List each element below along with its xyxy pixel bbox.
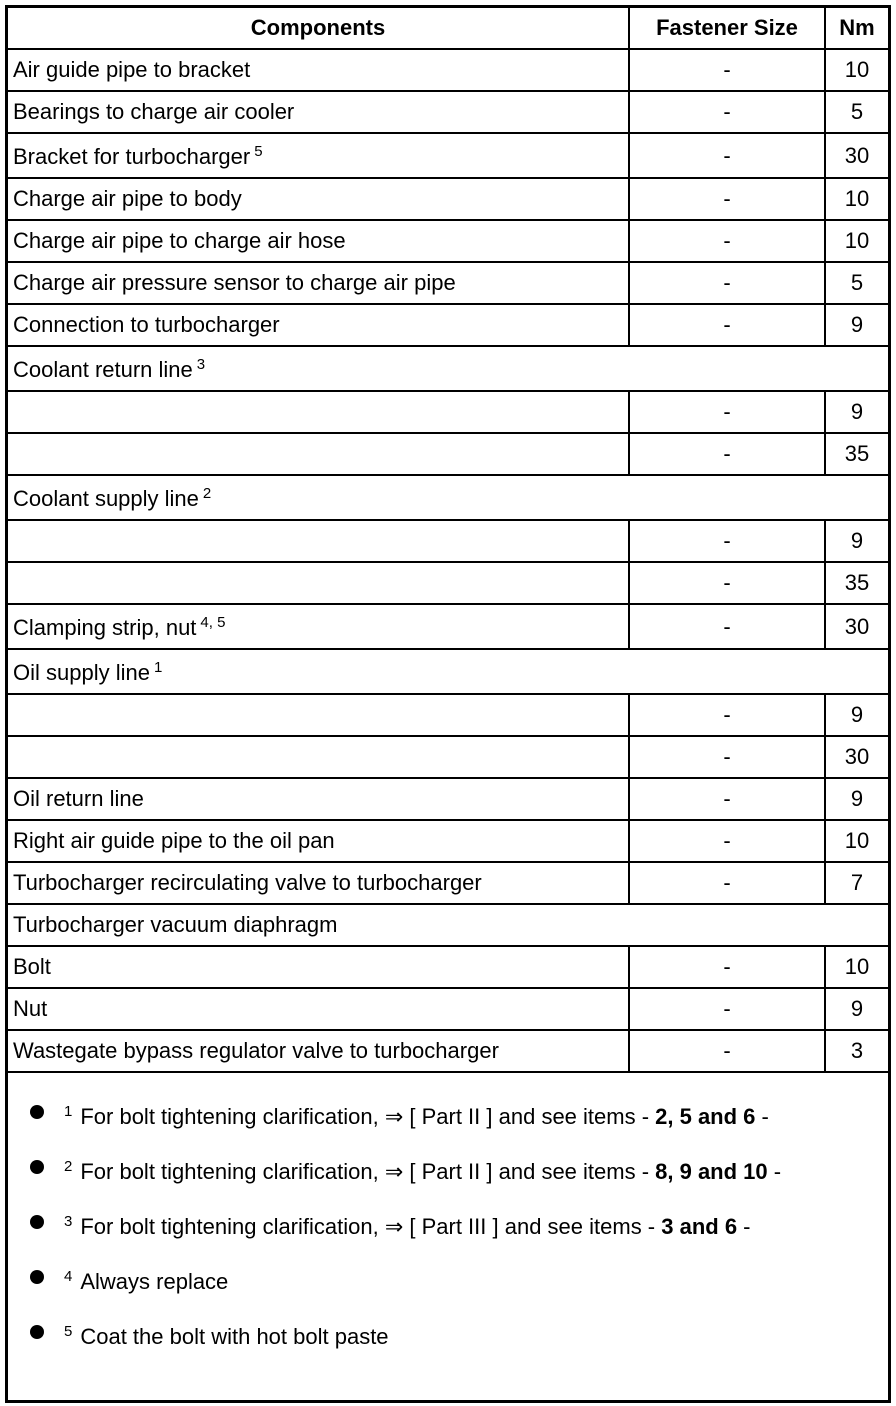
torque-nm-cell: 3 bbox=[825, 1030, 888, 1072]
table-row bbox=[8, 49, 888, 91]
fastener-size-cell: - bbox=[629, 820, 825, 862]
footnote-text bbox=[64, 1262, 228, 1297]
table-row bbox=[8, 988, 888, 1030]
header-components: Components bbox=[8, 8, 629, 49]
table-row bbox=[8, 346, 888, 391]
footnote-text bbox=[64, 1097, 769, 1132]
bullet-icon bbox=[30, 1105, 44, 1119]
footnote-tail: - bbox=[767, 1159, 782, 1184]
component-cell bbox=[8, 475, 888, 520]
component-cell bbox=[8, 604, 629, 649]
component-cell bbox=[8, 433, 629, 475]
table-row bbox=[8, 220, 888, 262]
component-name: Clamping strip, nut bbox=[13, 614, 197, 640]
table-row bbox=[8, 946, 888, 988]
component-cell bbox=[8, 91, 629, 133]
component-cell bbox=[8, 520, 629, 562]
fastener-size-cell: - bbox=[629, 1030, 825, 1072]
bullet-icon bbox=[30, 1160, 44, 1174]
footnote-body: For bolt tightening clarification, ⇒ [ Part III ] and see items - bbox=[80, 1214, 662, 1239]
component-name: Charge air pipe to charge air hose bbox=[13, 228, 346, 253]
component-name: Bracket for turbocharger bbox=[13, 143, 251, 169]
table-row bbox=[8, 562, 888, 604]
fastener-size-cell: - bbox=[629, 988, 825, 1030]
footnote-text bbox=[64, 1207, 751, 1242]
bullet-icon bbox=[30, 1325, 44, 1339]
footnote-body: Coat the bolt with hot bolt paste bbox=[80, 1324, 389, 1349]
footnote-tail: - bbox=[737, 1214, 751, 1239]
table-row bbox=[8, 904, 888, 946]
fastener-size-cell: - bbox=[629, 520, 825, 562]
torque-nm-cell: 9 bbox=[825, 988, 888, 1030]
table-row bbox=[8, 649, 888, 694]
fastener-size-cell: - bbox=[629, 391, 825, 433]
torque-nm-cell: 10 bbox=[825, 178, 888, 220]
bullet-icon bbox=[30, 1215, 44, 1229]
footnote-number: 3 bbox=[64, 1213, 73, 1230]
component-name: Charge air pipe to body bbox=[13, 186, 242, 211]
component-cell bbox=[8, 904, 888, 946]
footnote-ref: 2 bbox=[202, 484, 212, 502]
component-name: Turbocharger recirculating valve to turbocharger bbox=[13, 870, 482, 895]
torque-spec-sheet bbox=[5, 5, 891, 1403]
component-cell bbox=[8, 862, 629, 904]
footnote-ref: 5 bbox=[254, 142, 263, 160]
component-name: Oil supply line bbox=[13, 659, 150, 685]
footnote-items: 3 and 6 bbox=[661, 1214, 738, 1239]
torque-nm-cell: 30 bbox=[825, 736, 888, 778]
component-cell bbox=[8, 820, 629, 862]
component-cell bbox=[8, 220, 629, 262]
table-row bbox=[8, 604, 888, 649]
fastener-size-cell: - bbox=[629, 736, 825, 778]
table-row bbox=[8, 862, 888, 904]
footnote-text bbox=[64, 1317, 389, 1352]
footnote-ref: 1 bbox=[153, 658, 163, 676]
component-name: Bolt bbox=[13, 954, 51, 979]
footnote-number: 4 bbox=[64, 1268, 73, 1285]
torque-nm-cell: 7 bbox=[825, 862, 888, 904]
torque-nm-cell: 9 bbox=[825, 778, 888, 820]
footnote-body: Always replace bbox=[80, 1269, 229, 1294]
table-body bbox=[8, 49, 888, 1072]
component-cell bbox=[8, 262, 629, 304]
component-cell bbox=[8, 178, 629, 220]
footnote-body: For bolt tightening clarification, ⇒ [ Part II ] and see items - bbox=[80, 1104, 656, 1129]
component-cell bbox=[8, 562, 629, 604]
torque-nm-cell: 9 bbox=[825, 694, 888, 736]
component-name: Bearings to charge air cooler bbox=[13, 99, 295, 124]
table-row bbox=[8, 694, 888, 736]
torque-nm-cell: 9 bbox=[825, 520, 888, 562]
component-name: Coolant return line bbox=[13, 356, 193, 382]
torque-nm-cell: 30 bbox=[825, 604, 888, 649]
fastener-size-cell: - bbox=[629, 304, 825, 346]
fastener-size-cell: - bbox=[629, 220, 825, 262]
table-header-row bbox=[8, 8, 888, 49]
table-row bbox=[8, 178, 888, 220]
torque-nm-cell: 10 bbox=[825, 49, 888, 91]
torque-nm-cell: 10 bbox=[825, 220, 888, 262]
component-name: Connection to turbocharger bbox=[13, 312, 280, 337]
table-row bbox=[8, 391, 888, 433]
table-row bbox=[8, 778, 888, 820]
torque-nm-cell: 30 bbox=[825, 133, 888, 178]
torque-nm-cell: 5 bbox=[825, 91, 888, 133]
torque-nm-cell: 10 bbox=[825, 820, 888, 862]
component-cell bbox=[8, 694, 629, 736]
fastener-size-cell: - bbox=[629, 604, 825, 649]
fastener-size-cell: - bbox=[629, 778, 825, 820]
component-cell bbox=[8, 49, 629, 91]
footnote-number: 2 bbox=[64, 1158, 73, 1175]
footnote-tail: - bbox=[755, 1104, 769, 1129]
bullet-icon bbox=[30, 1270, 44, 1284]
torque-nm-cell: 9 bbox=[825, 304, 888, 346]
footnote-ref: 4, 5 bbox=[200, 613, 226, 631]
footnote-ref: 3 bbox=[196, 355, 206, 373]
component-name: Right air guide pipe to the oil pan bbox=[13, 828, 335, 853]
fastener-size-cell: - bbox=[629, 262, 825, 304]
table-row bbox=[8, 1030, 888, 1072]
component-name: Charge air pressure sensor to charge air pipe bbox=[13, 270, 456, 295]
header-nm: Nm bbox=[825, 8, 888, 49]
fastener-size-cell: - bbox=[629, 49, 825, 91]
component-name: Turbocharger vacuum diaphragm bbox=[13, 912, 338, 937]
component-cell bbox=[8, 736, 629, 778]
table-row bbox=[8, 475, 888, 520]
torque-nm-cell: 35 bbox=[825, 562, 888, 604]
component-name: Air guide pipe to bracket bbox=[13, 57, 251, 82]
component-name: Oil return line bbox=[13, 786, 144, 811]
component-name: Coolant supply line bbox=[13, 485, 199, 511]
component-cell bbox=[8, 649, 888, 694]
component-cell bbox=[8, 304, 629, 346]
table-row bbox=[8, 433, 888, 475]
component-cell bbox=[8, 778, 629, 820]
footnote-number: 5 bbox=[64, 1323, 73, 1340]
footnote-text bbox=[64, 1152, 781, 1187]
component-name: Wastegate bypass regulator valve to turbocharger bbox=[13, 1038, 499, 1063]
component-cell bbox=[8, 1030, 629, 1072]
fastener-size-cell: - bbox=[629, 91, 825, 133]
fastener-size-cell: - bbox=[629, 178, 825, 220]
table-row bbox=[8, 736, 888, 778]
fastener-size-cell: - bbox=[629, 862, 825, 904]
torque-nm-cell: 35 bbox=[825, 433, 888, 475]
table-row bbox=[8, 304, 888, 346]
table-row bbox=[8, 820, 888, 862]
component-cell bbox=[8, 391, 629, 433]
torque-nm-cell: 10 bbox=[825, 946, 888, 988]
component-cell bbox=[8, 346, 888, 391]
component-cell bbox=[8, 988, 629, 1030]
footnote-body: For bolt tightening clarification, ⇒ [ Part II ] and see items - bbox=[80, 1159, 656, 1184]
fastener-size-cell: - bbox=[629, 694, 825, 736]
table-row bbox=[8, 91, 888, 133]
footnote-items: 2, 5 and 6 bbox=[655, 1104, 756, 1129]
fastener-size-cell: - bbox=[629, 946, 825, 988]
torque-nm-cell: 5 bbox=[825, 262, 888, 304]
table-row bbox=[8, 133, 888, 178]
fastener-size-cell: - bbox=[629, 433, 825, 475]
table-row bbox=[8, 520, 888, 562]
footnote-items: 8, 9 and 10 bbox=[655, 1159, 768, 1184]
torque-nm-cell: 9 bbox=[825, 391, 888, 433]
table-row bbox=[8, 262, 888, 304]
torque-spec-table bbox=[8, 8, 888, 1073]
fastener-size-cell: - bbox=[629, 562, 825, 604]
header-fastener-size: Fastener Size bbox=[629, 8, 825, 49]
fastener-size-cell: - bbox=[629, 133, 825, 178]
component-cell bbox=[8, 133, 629, 178]
component-cell bbox=[8, 946, 629, 988]
footnote-number: 1 bbox=[64, 1103, 73, 1120]
component-name: Nut bbox=[13, 996, 48, 1021]
